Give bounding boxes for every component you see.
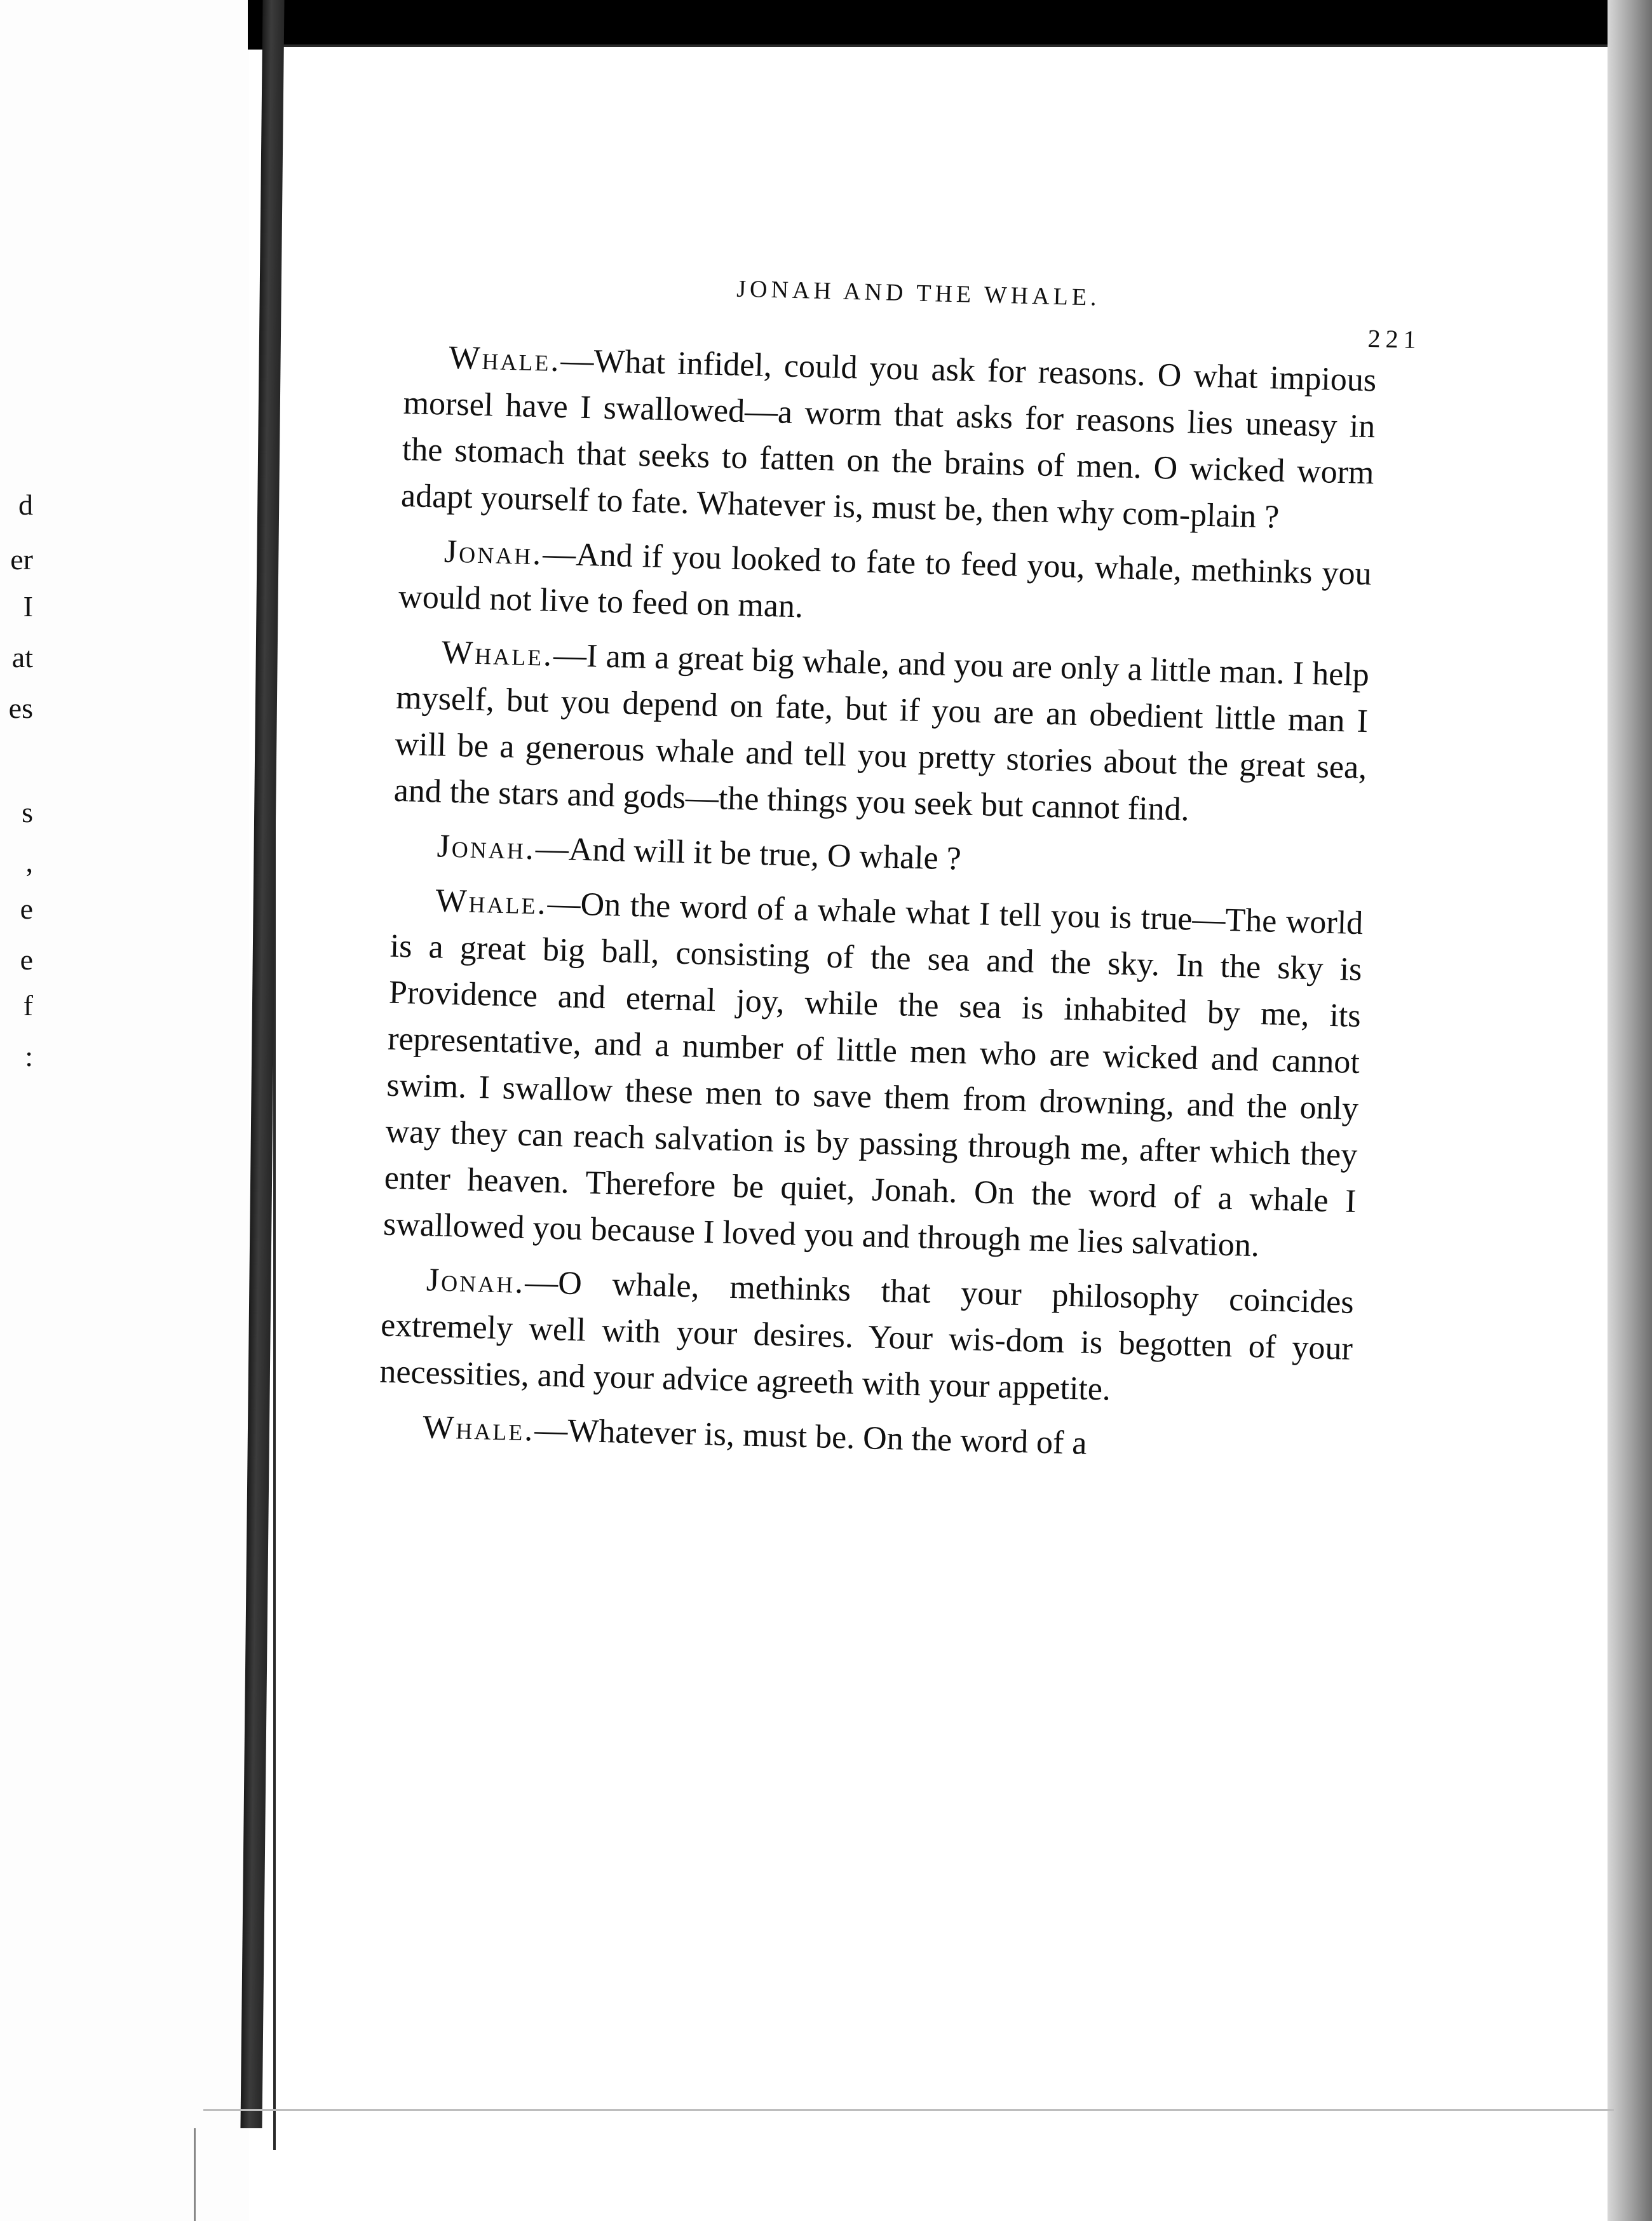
speaker-name: Whale. xyxy=(435,882,548,922)
previous-page-fragment: : xyxy=(25,1040,33,1072)
dialogue-paragraph xyxy=(383,877,1364,1271)
paragraph-text: —O whale, methinks that your philosophy coincides extremely well with your desires. Your wis-dom is begotten of your necessities, and your advice agreeth with your appetite. xyxy=(379,1264,1355,1408)
running-head: JONAH AND THE WHALE. xyxy=(736,275,1101,311)
page-body xyxy=(377,334,1377,1482)
previous-page-fragment: er xyxy=(10,543,33,576)
dialogue-paragraph xyxy=(398,527,1372,644)
paragraph-text: —Whatever is, must be. On the word of a xyxy=(534,1412,1088,1462)
dialogue-paragraph xyxy=(400,334,1377,543)
paragraph-text: —I am a great big whale, and you are only a little man. I help myself, but you depend on fate, but if you are an obedient little man I will be a generous whale and tell you pretty stories about the great sea, and the stars and gods—the things you seek but cannot find. xyxy=(393,637,1370,828)
paragraph-text: —What infidel, could you ask for reasons. O what impious morsel have I swallowed—a worm that asks for reasons lies uneasy in the stomach that seeks to fatten on the brains of men. O wicked worm adapt yourself to fate. Whatever is, must be, then why com-plain ? xyxy=(400,342,1377,536)
previous-page-fragment: e xyxy=(20,943,33,976)
paragraph-text: —And will it be true, O whale ? xyxy=(535,830,962,877)
page-edge xyxy=(194,2128,208,2221)
previous-page-fragment: e xyxy=(20,893,33,925)
speaker-name: Jonah. xyxy=(443,533,543,572)
speaker-name: Whale. xyxy=(448,339,562,379)
dialogue-paragraph xyxy=(379,1256,1355,1419)
speaker-name: Whale. xyxy=(441,634,554,673)
page-stack-edge xyxy=(1608,0,1652,2221)
previous-page-fragment: s xyxy=(22,796,33,828)
previous-page-fragment: es xyxy=(8,692,33,724)
previous-page xyxy=(0,0,249,2221)
page-number: 221 xyxy=(1367,323,1422,354)
previous-page-fragment: f xyxy=(23,989,33,1022)
speaker-name: Jonah. xyxy=(426,1262,525,1301)
scanner-border xyxy=(248,0,1652,50)
paragraph-text: —On the word of a whale what I tell you is true—The world is a great big ball, consisting of the sea and the sky. In the sky is Providence and eternal joy, while the sea is inhabited by me, its representative, and a number of little men who are wicked and cannot swim. I swallow these men to save them from drowning, and the only way they can reach salvation is by passing through me, after which they enter heaven. Therefore be quiet, Jonah. On the word of a whale I swallowed you because I loved you and through me lies salvation. xyxy=(383,885,1364,1264)
previous-page-fragment: , xyxy=(25,846,33,878)
previous-page-fragment: d xyxy=(18,489,33,521)
paragraph-text: —And if you looked to fate to feed you, whale, methinks you would not live to feed on man. xyxy=(398,536,1372,625)
page-bottom-edge xyxy=(203,2109,1614,2111)
speaker-name: Jonah. xyxy=(437,828,536,867)
speaker-name: Whale. xyxy=(422,1409,536,1448)
previous-page-fragment: I xyxy=(23,590,33,623)
previous-page-fragment: at xyxy=(11,641,33,673)
dialogue-paragraph xyxy=(393,628,1370,837)
